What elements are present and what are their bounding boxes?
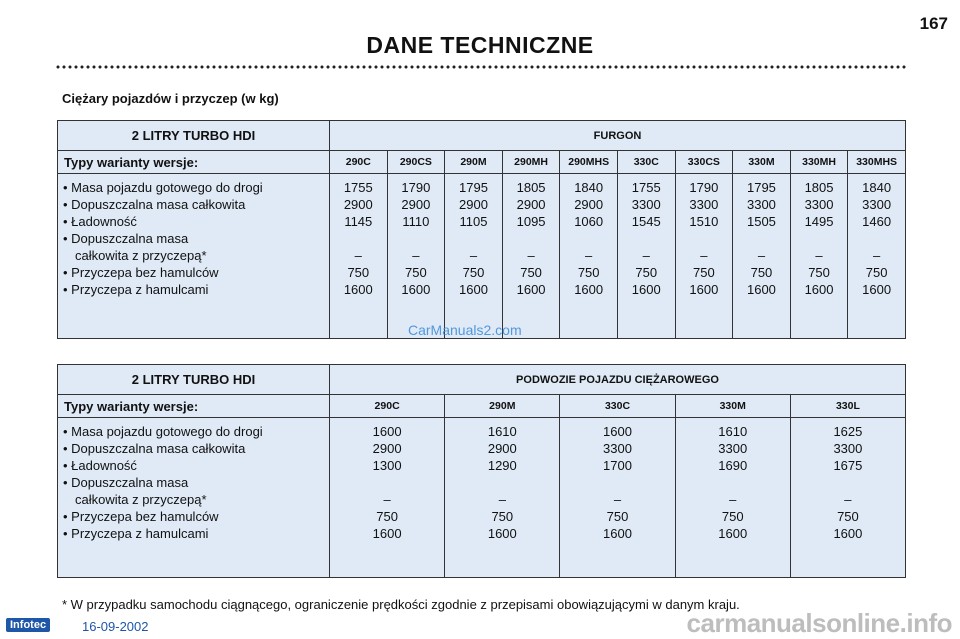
table-cell: – [527, 248, 535, 263]
value-column [733, 174, 791, 338]
table-cell: 750 [577, 265, 600, 280]
table-cell: 1805 [804, 180, 834, 195]
weights-table-chassis [57, 364, 906, 578]
table-cell: 1790 [401, 180, 431, 195]
table-cell: – [469, 248, 478, 263]
column-headers [330, 151, 905, 173]
value-column [503, 174, 561, 338]
table-cell: 2900 [516, 197, 546, 212]
column-header: 330MH [791, 151, 849, 173]
table-cell: 1600 [833, 526, 863, 541]
table-cell: 1805 [516, 180, 546, 195]
engine-header: 2 LITRY TURBO HDI [58, 365, 330, 394]
row-labels [58, 418, 330, 577]
group-header: PODWOZIE POJAZDU CIĘŻAROWEGO [516, 373, 719, 386]
dotted-divider [55, 64, 907, 70]
column-header: 290MHS [560, 151, 618, 173]
table-cell: 3300 [631, 197, 661, 212]
label-gcw-cont: całkowita z przyczepą* [75, 492, 207, 507]
value-column [676, 418, 791, 577]
table-cell: 1145 [344, 214, 373, 229]
column-header: 290C [330, 151, 388, 173]
column-header: 330L [835, 400, 860, 412]
table-cell: 750 [462, 265, 485, 280]
table-cell: 1290 [487, 458, 517, 473]
table-cell: 3300 [746, 197, 776, 212]
table-cell: 3300 [718, 441, 748, 456]
table-cell: 750 [347, 265, 370, 280]
table-cell: 3300 [833, 441, 863, 456]
value-columns [330, 174, 905, 338]
value-column [445, 418, 560, 577]
table-cell: 750 [606, 509, 629, 524]
table-cell: 1110 [402, 214, 430, 229]
table-cell: – [613, 492, 622, 507]
table-cell: 1600 [574, 282, 604, 297]
column-header: 330M [733, 151, 791, 173]
value-column [676, 174, 734, 338]
table-cell: – [844, 492, 852, 507]
weights-table-furgon [57, 120, 906, 339]
table-cell: – [729, 492, 737, 507]
label-trailer-unbraked: • Przyczepa bez hamulców [63, 265, 219, 280]
table-cell: 1600 [459, 282, 488, 297]
group-header: FURGON [593, 129, 642, 142]
page-number: 167 [919, 14, 948, 33]
table-cell: 750 [865, 265, 888, 280]
table-cell: 1690 [718, 458, 748, 473]
table-cell: 3300 [862, 197, 892, 212]
table-cell: 1600 [603, 526, 632, 541]
table-cell: – [498, 492, 506, 507]
table-cell: 2900 [487, 441, 517, 456]
table-cell: 1675 [833, 458, 863, 473]
table-cell: 1495 [804, 214, 834, 229]
table-cell: 1105 [459, 214, 488, 229]
table-cell: 1795 [746, 180, 776, 195]
table-cell: 3300 [603, 441, 632, 456]
label-gvw: • Dopuszczalna masa całkowita [63, 197, 246, 212]
table-cell: 750 [405, 265, 427, 280]
label-payload: • Ładowność [63, 214, 137, 229]
table-cell: 2900 [372, 441, 402, 456]
table-cell: 1700 [603, 458, 632, 473]
value-column [560, 174, 618, 338]
table-cell: 1840 [862, 180, 892, 195]
table-cell: 2900 [574, 197, 604, 212]
table-cell: 1600 [516, 282, 546, 297]
column-header: 330M [676, 395, 791, 417]
column-header: 290MH [503, 151, 561, 173]
column-header: 290M [445, 395, 560, 417]
value-column [848, 174, 905, 338]
table-cell: 750 [750, 265, 773, 280]
column-header: 330C [618, 151, 676, 173]
table-cell: 1600 [689, 282, 719, 297]
label-gcw-cont: całkowita z przyczepą* [75, 248, 207, 263]
value-column [618, 174, 676, 338]
value-column [560, 418, 675, 577]
table-cell: 1610 [718, 424, 748, 439]
table-cell: 1600 [487, 526, 517, 541]
table-cell: 750 [808, 265, 830, 280]
footer-date: 16-09-2002 [82, 619, 149, 634]
table-cell: 1510 [689, 214, 719, 229]
table-cell: 1600 [746, 282, 776, 297]
table-cell: – [412, 248, 420, 263]
table-cell: – [354, 248, 362, 263]
table-cell: 1460 [862, 214, 892, 229]
table-cell: 750 [837, 509, 859, 524]
table-cell: 1300 [372, 458, 402, 473]
table-cell: 1840 [574, 180, 604, 195]
table-cell: 1600 [343, 282, 373, 297]
table-cell: 1505 [746, 214, 776, 229]
label-trailer-braked: • Przyczepa z hamulcami [63, 282, 209, 297]
column-header: 290CS [388, 151, 446, 173]
label-trailer-braked: • Przyczepa z hamulcami [63, 526, 209, 541]
table-cell: – [757, 248, 766, 263]
table-cell: 1755 [631, 180, 661, 195]
table-cell: 1795 [459, 180, 488, 195]
table-cell: – [383, 492, 391, 507]
column-header: 290M [445, 151, 503, 173]
table-cell: 1755 [343, 180, 373, 195]
column-header: 330CS [676, 151, 734, 173]
table-cell: 1600 [718, 526, 748, 541]
table-cell: 1600 [804, 282, 834, 297]
table-cell: 1060 [574, 214, 604, 229]
table-cell: 1600 [631, 282, 661, 297]
label-payload: • Ładowność [63, 458, 137, 473]
label-gcw: • Dopuszczalna masa [63, 475, 189, 490]
table-cell: 750 [693, 265, 715, 280]
value-columns [330, 418, 905, 577]
infotec-logo: Infotec [6, 618, 50, 632]
label-gcw: • Dopuszczalna masa [63, 231, 189, 246]
table-cell: 3300 [804, 197, 834, 212]
table-cell: 3300 [689, 197, 719, 212]
section-title: Ciężary pojazdów i przyczep (w kg) [62, 91, 279, 106]
table-cell: 750 [635, 265, 658, 280]
table-cell: 1600 [372, 526, 402, 541]
label-trailer-unbraked: • Przyczepa bez hamulców [63, 509, 219, 524]
label-curb-mass: • Masa pojazdu gotowego do drogi [63, 424, 263, 439]
table-cell: 1545 [631, 214, 661, 229]
table-cell: 1600 [603, 424, 632, 439]
value-column [445, 174, 503, 338]
table-cell: 2900 [343, 197, 373, 212]
label-curb-mass: • Masa pojazdu gotowego do drogi [63, 180, 263, 195]
page-title: DANE TECHNICZNE [366, 32, 594, 58]
table-cell: – [700, 248, 708, 263]
column-header: 290C [330, 395, 445, 417]
column-headers [330, 395, 905, 417]
value-column [330, 418, 445, 577]
table-cell: – [642, 248, 650, 263]
value-column [330, 174, 388, 338]
table-cell: 2900 [459, 197, 488, 212]
table-cell: 1600 [372, 424, 402, 439]
table-cell: 750 [721, 509, 744, 524]
row-label-header: Typy warianty wersje: [58, 151, 330, 173]
table-cell: 1610 [487, 424, 517, 439]
table-cell: – [815, 248, 823, 263]
table-cell: 750 [491, 509, 514, 524]
table-cell: 1600 [401, 282, 431, 297]
footnote: * W przypadku samochodu ciągnącego, ograniczenie prędkości zgodnie z przepisami obowiązującymi w danym kraju. [62, 597, 740, 612]
table-cell: 1625 [833, 424, 863, 439]
table-cell: 750 [520, 265, 542, 280]
watermark: CarManuals2.com [408, 322, 522, 338]
table-cell: 1790 [689, 180, 719, 195]
table-cell: – [585, 248, 593, 263]
engine-header: 2 LITRY TURBO HDI [58, 121, 330, 150]
label-gvw: • Dopuszczalna masa całkowita [63, 441, 246, 456]
column-header: 330MHS [856, 156, 898, 168]
value-column [388, 174, 446, 338]
table-cell: 750 [376, 509, 398, 524]
value-column [791, 418, 905, 577]
table-cell: 2900 [401, 197, 431, 212]
table-cell: – [873, 248, 881, 263]
footer-site-watermark: carmanualsonline.info [686, 608, 952, 638]
table-cell: 1600 [862, 282, 892, 297]
value-column [791, 174, 849, 338]
row-label-header: Typy warianty wersje: [58, 395, 330, 417]
column-header: 330C [560, 395, 675, 417]
table-cell: 1095 [516, 214, 546, 229]
row-labels [58, 174, 330, 338]
